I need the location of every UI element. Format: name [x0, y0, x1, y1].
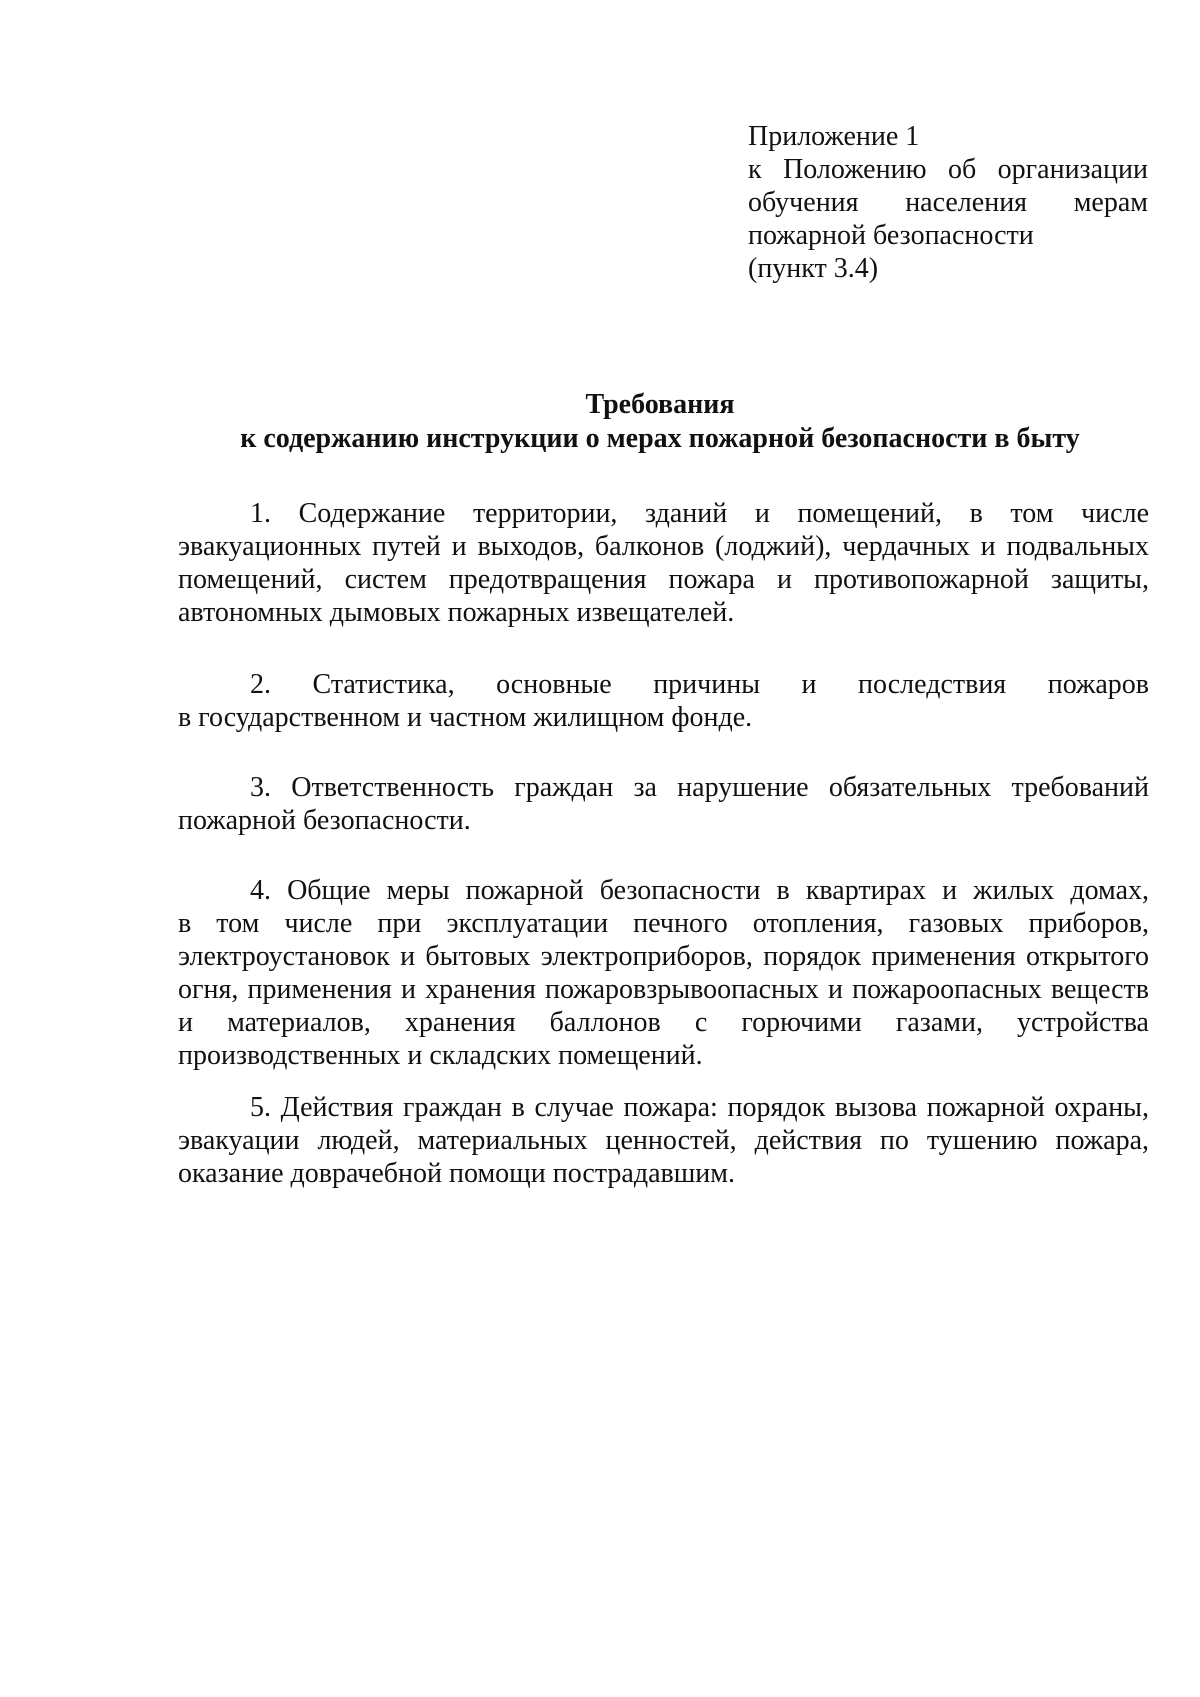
item-line: 3. Ответственность граждан за нарушение обязательных требований [250, 772, 1149, 803]
item-line: оказание доврачебной помощи пострадавшим. [178, 1158, 735, 1189]
item-line: электроустановок и бытовых электроприборов, порядок применения открытого [178, 941, 1149, 972]
item-line: 2. Статистика, основные причины и последствия пожаров [250, 669, 1149, 700]
item-line: в государственном и частном жилищном фонде. [178, 702, 753, 733]
requirement-item-2 [178, 668, 1149, 734]
item-line: и материалов, хранения баллонов с горючими газами, устройства [178, 1007, 1149, 1038]
item-line: огня, применения и хранения пожаровзрывоопасных и пожароопасных веществ [178, 974, 1149, 1005]
item-line: производственных и складских помещений. [178, 1040, 703, 1071]
title-line-2: к содержанию инструкции о мерах пожарной безопасности в быту [240, 423, 1080, 454]
item-line: эвакуационных путей и выходов, балконов (лоджий), чердачных и подвальных [178, 531, 1149, 562]
item-line: 1. Содержание территории, зданий и помещений, в том числе [250, 498, 1149, 529]
item-line: пожарной безопасности. [178, 805, 471, 836]
annex-line: обучения населения мерам [748, 187, 1148, 218]
item-line: автономных дымовых пожарных извещателей. [178, 597, 735, 628]
title-line-1: Требования [585, 389, 735, 420]
item-line: помещений, систем предотвращения пожара и противопожарной защиты, [178, 564, 1149, 595]
requirement-item-1 [178, 497, 1149, 629]
annex-note [748, 120, 1148, 285]
item-line: в том числе при эксплуатации печного отопления, газовых приборов, [178, 908, 1149, 939]
item-line: эвакуации людей, материальных ценностей, действия по тушению пожара, [178, 1125, 1149, 1156]
requirement-item-5 [178, 1091, 1149, 1190]
item-line: 4. Общие меры пожарной безопасности в квартирах и жилых домах, [250, 875, 1149, 906]
annex-line: пожарной безопасности [748, 220, 1034, 251]
requirement-item-3 [178, 771, 1149, 837]
requirement-item-4 [178, 874, 1149, 1072]
annex-line: (пункт 3.4) [748, 253, 879, 284]
annex-line: Приложение 1 [748, 121, 920, 152]
document-title [160, 388, 1160, 456]
annex-line: к Положению об организации [748, 154, 1148, 185]
item-line: 5. Действия граждан в случае пожара: порядок вызова пожарной охраны, [250, 1092, 1149, 1123]
